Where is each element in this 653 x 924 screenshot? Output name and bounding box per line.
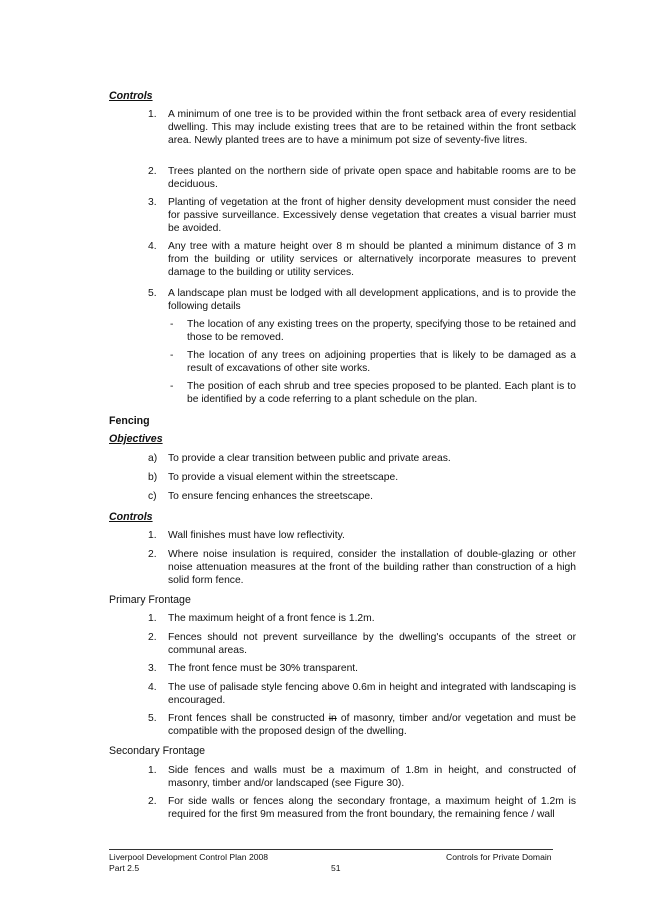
dash-bullet: -	[170, 319, 174, 330]
sub-item-text: The location of any trees on adjoining properties that is likely to be damaged as a result of excavations of other site works.	[187, 350, 576, 374]
controls-heading: Controls	[109, 90, 153, 102]
item-number: 3.	[148, 197, 157, 208]
page-number: 51	[331, 863, 341, 873]
item-text: For side walls or fences along the secondary frontage, a maximum height of 1.2m is required for the first 9m measured from the front boundary, the remaining fence / wall	[168, 796, 576, 820]
item-text: The use of palisade style fencing above 0.6m in height and integrated with landscaping is encouraged.	[168, 682, 576, 706]
item-text: A landscape plan must be lodged with all development applications, and is to provide the following details	[168, 288, 576, 312]
item-text: Side fences and walls must be a maximum of 1.8m in height, and constructed of masonry, timber and/or landscaped (see Figure 30).	[168, 765, 576, 789]
footer-part: Part 2.5	[109, 863, 140, 873]
item-letter: c)	[148, 491, 157, 502]
item-number: 1.	[148, 109, 157, 120]
item-number: 2.	[148, 549, 157, 560]
item-text: Wall finishes must have low reflectivity.	[168, 530, 345, 541]
item-text: To provide a clear transition between public and private areas.	[168, 453, 451, 464]
dash-bullet: -	[170, 381, 174, 392]
item-text: Fences should not prevent surveillance by the dwelling's occupants of the street or communal areas.	[168, 632, 576, 656]
dash-bullet: -	[170, 350, 174, 361]
item-number: 5.	[148, 713, 157, 724]
item-number: 1.	[148, 765, 157, 776]
footer-doc-title: Liverpool Development Control Plan 2008	[109, 852, 269, 862]
item-text: A minimum of one tree is to be provided within the front setback area of every residential dwelling. This may include existing trees that are to be retained within the front setback area. Newly planted trees are to have a minimum pot size of seventy-five litres.	[168, 109, 576, 146]
sub-item-text: The location of any existing trees on the property, specifying those to be retained and those to be removed.	[187, 319, 576, 343]
text-after-deletion: of masonry, timber and/or vegetation and must be compatible with the proposed design of the dwelling.	[168, 713, 576, 737]
sub-item-text: The position of each shrub and tree species proposed to be planted. Each plant is to be identified by a code referring to a plant schedule on the plan.	[187, 381, 576, 405]
item-letter: b)	[148, 472, 158, 483]
item-number: 4.	[148, 241, 157, 252]
item-letter: a)	[148, 453, 158, 464]
item-text: To ensure fencing enhances the streetscape.	[168, 491, 373, 502]
item-number: 1.	[148, 530, 157, 541]
secondary-frontage-heading: Secondary Frontage	[109, 745, 205, 757]
text-before-deletion: Front fences shall be constructed	[168, 713, 329, 724]
footer-section: Controls for Private Domain	[446, 852, 552, 862]
objectives-heading: Objectives	[109, 433, 163, 445]
item-text: To provide a visual element within the streetscape.	[168, 472, 399, 483]
primary-frontage-heading: Primary Frontage	[109, 594, 191, 606]
item-number: 2.	[148, 632, 157, 643]
item-number: 5.	[148, 288, 157, 299]
item-text: The maximum height of a front fence is 1.2m.	[168, 613, 375, 624]
footer-rule	[109, 849, 553, 850]
item-number: 3.	[148, 663, 157, 674]
item-number: 1.	[148, 613, 157, 624]
item-number: 2.	[148, 166, 157, 177]
item-number: 4.	[148, 682, 157, 693]
fencing-heading: Fencing	[109, 415, 150, 427]
item-text: The front fence must be 30% transparent.	[168, 663, 359, 674]
item-text	[168, 713, 576, 739]
item-text: Trees planted on the northern side of private open space and habitable rooms are to be deciduous.	[168, 166, 576, 190]
controls-heading: Controls	[109, 511, 153, 523]
item-text: Planting of vegetation at the front of higher density development must consider the need for passive surveillance. Excessively dense vegetation that creates a visual barrier must be avoided.	[168, 197, 576, 234]
item-text: Where noise insulation is required, consider the installation of double-glazing or other noise attenuation measures at the front of the building rather than construction of a high solid form fence.	[168, 549, 576, 586]
struck-text: in	[328, 713, 337, 724]
item-text: Any tree with a mature height over 8 m should be planted a minimum distance of 3 m from the building or utility services or alternatively incorporate measures to prevent damage to the building or utility services.	[168, 241, 576, 278]
item-number: 2.	[148, 796, 157, 807]
